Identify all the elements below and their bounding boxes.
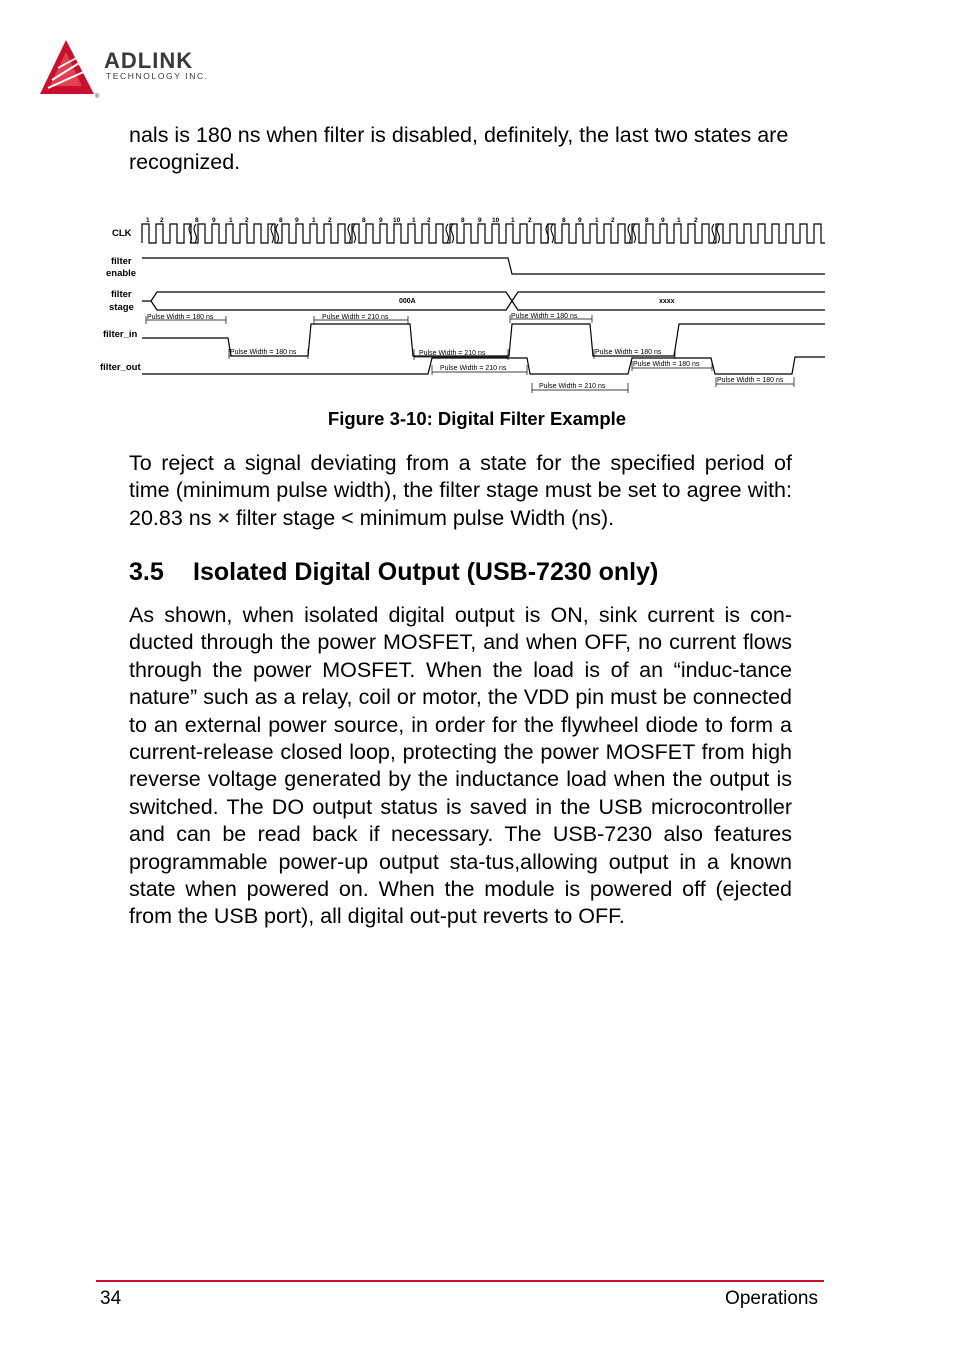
- pulse-label: Pulse Width = 180 ns: [147, 314, 214, 321]
- intro-paragraph: nals is 180 ns when filter is disabled, definitely, the last two states are recognized.: [129, 123, 789, 175]
- clk-number: 8: [195, 217, 199, 224]
- signal-label-filter-in: filter_in: [103, 329, 138, 340]
- filter-enable-waveform: [142, 258, 825, 274]
- clk-number: 10: [393, 217, 401, 224]
- clk-number: 9: [578, 217, 582, 224]
- pulse-label: Pulse Width = 210 ns: [539, 383, 606, 390]
- svg-text:®: ®: [95, 94, 100, 100]
- logo-subtitle: TECHNOLOGY INC.: [106, 71, 209, 81]
- clk-number: 2: [528, 217, 532, 224]
- page-number: 34: [100, 1288, 122, 1309]
- clk-number: 8: [279, 217, 283, 224]
- pulse-label: Pulse Width = 180 ns: [230, 349, 297, 356]
- clk-number: 8: [461, 217, 465, 224]
- footer-section-name: Operations: [725, 1288, 818, 1309]
- section-heading: [129, 558, 658, 587]
- filter-stage-bus: [142, 292, 825, 310]
- clk-waveform: [142, 224, 825, 243]
- pulse-label: Pulse Width = 180 ns: [511, 313, 578, 320]
- clk-number: 9: [661, 217, 665, 224]
- stage-value-000a: 000A: [399, 298, 416, 305]
- clk-number: 2: [245, 217, 249, 224]
- clk-number: 1: [511, 217, 515, 224]
- footer-divider: [96, 1280, 824, 1282]
- clk-number: 1: [412, 217, 416, 224]
- clk-number: 8: [562, 217, 566, 224]
- clk-number: 8: [362, 217, 366, 224]
- clk-number: 1: [229, 217, 233, 224]
- clk-number: 2: [160, 217, 164, 224]
- section-number: 3.5: [129, 558, 164, 586]
- clk-number: 2: [427, 217, 431, 224]
- signal-label-filter-out: filter_out: [100, 362, 141, 373]
- digital-filter-timing-diagram: [95, 210, 830, 400]
- clk-number: 1: [146, 217, 150, 224]
- logo-wordmark: ADLINK: [104, 48, 194, 73]
- signal-label-enable-1: filter: [111, 256, 132, 267]
- signal-label-clk: CLK: [112, 228, 132, 239]
- figure-caption: Figure 3-10: Digital Filter Example: [327, 408, 627, 429]
- clk-number: 9: [212, 217, 216, 224]
- clk-number: 9: [295, 217, 299, 224]
- pulse-label: Pulse Width = 210 ns: [419, 350, 486, 357]
- signal-label-enable-2: enable: [106, 268, 137, 279]
- clk-number: 8: [645, 217, 649, 224]
- body-paragraph: As shown, when isolated digital output is ON, sink current is con-ducted through the power MOSFET, and when OFF, no current flows through the power MOSFET. When the load is of an “induc-tance nature” such as a relay, coil or motor, the VDD pin must be connected to an external power source, in order for the flywheel diode to form a current-release closed loop, protecting the power MOSFET from high reverse voltage generated by the inductance load when the output is switched. The DO output status is saved in the USB microcontroller and can be read back if necessary. The USB-7230 also features programmable power-up output sta-tus,allowing output in a known state when powered on. When the module is powered off (ejected from the USB port), all digital out-put reverts to OFF.: [129, 603, 792, 929]
- clk-number: 9: [478, 217, 482, 224]
- pulse-label: Pulse Width = 180 ns: [595, 349, 662, 356]
- section-title: Isolated Digital Output (USB-7230 only): [193, 558, 659, 586]
- pulse-label: Pulse Width = 210 ns: [322, 314, 389, 321]
- pulse-label: Pulse Width = 210 ns: [440, 365, 507, 372]
- stage-value-xxxx: xxxx: [659, 298, 675, 305]
- signal-label-stage-2: stage: [109, 302, 134, 313]
- clk-number: 1: [595, 217, 599, 224]
- pulse-label: Pulse Width = 180 ns: [717, 377, 784, 384]
- clk-number: 9: [379, 217, 383, 224]
- clk-number: 2: [328, 217, 332, 224]
- rule-paragraph: To reject a signal deviating from a state for the specified period of time (minimum pulse width), the filter stage must be set to agree with: 20.83 ns × filter stage < minimum pulse Width (ns).: [129, 451, 792, 530]
- clk-number: 2: [611, 217, 615, 224]
- clk-number: 10: [492, 217, 500, 224]
- clk-number: 1: [677, 217, 681, 224]
- pulse-label: Pulse Width = 180 ns: [633, 361, 700, 368]
- signal-label-stage-1: filter: [111, 289, 132, 300]
- clk-number: 2: [694, 217, 698, 224]
- clk-number: 1: [312, 217, 316, 224]
